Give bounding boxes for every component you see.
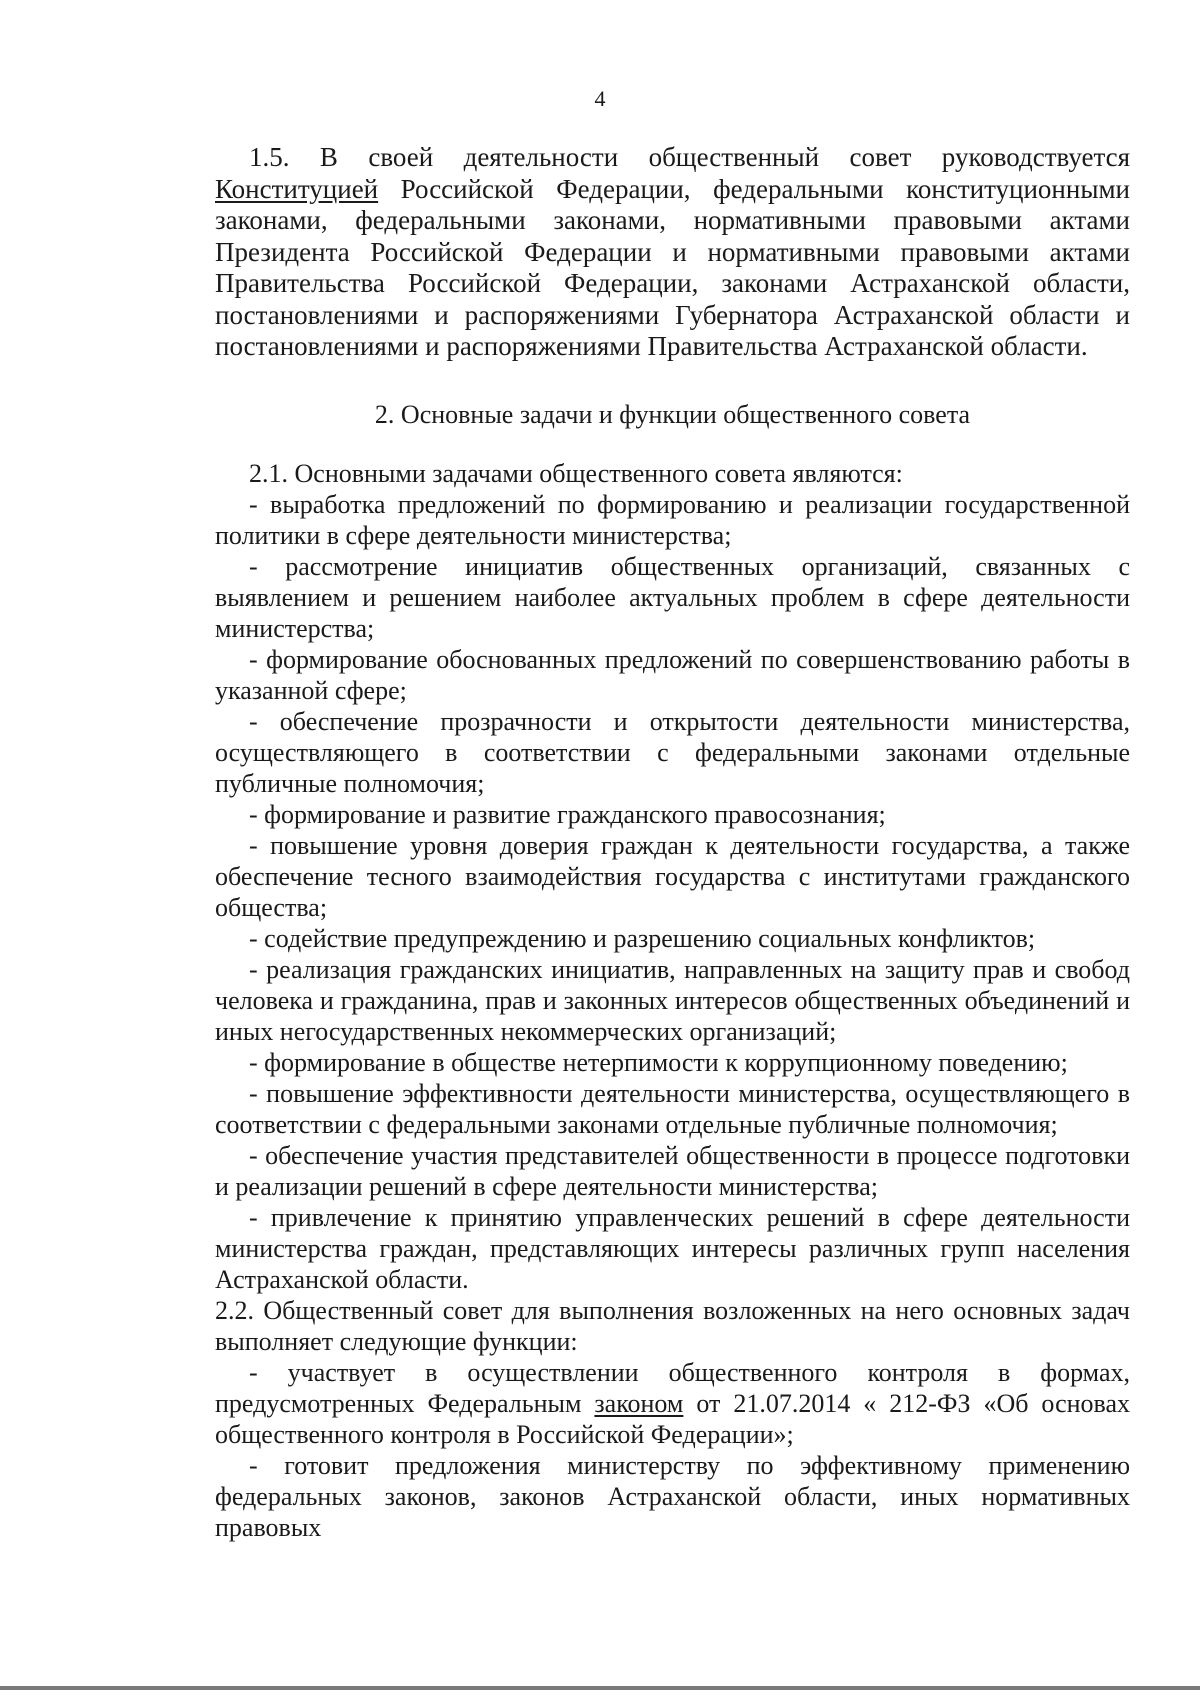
task-item: - реализация гражданских инициатив, направленных на защиту прав и свобод человека и гражданина, прав и законных интересов общественных объединений и иных негосударственных некоммерческих организаций; xyxy=(215,954,1130,1046)
federal-law-link[interactable]: законом xyxy=(594,1388,684,1418)
paragraph-2-1-intro: 2.1. Основными задачами общественного совета являются: xyxy=(249,458,903,488)
task-item: - повышение эффективности деятельности министерства, осуществляющего в соответствии с федеральными законами отдельные публичные полномочия; xyxy=(215,1078,1130,1139)
task-item: - формирование и развитие гражданского правосознания; xyxy=(249,799,886,829)
task-item: - содействие предупреждению и разрешению социальных конфликтов; xyxy=(249,923,1036,953)
task-item: - формирование в обществе нетерпимости к коррупционному поведению; xyxy=(249,1047,1068,1077)
task-item: - привлечение к принятию управленческих решений в сфере деятельности министерства граждан, представляющих интересы различных групп населения Астраханской области. xyxy=(215,1202,1130,1294)
function-item xyxy=(215,1357,1130,1450)
section-2-heading: 2. Основные задачи и функции общественного совета xyxy=(374,399,971,429)
document-body xyxy=(215,142,1130,1543)
task-item: - рассмотрение инициатив общественных организаций, связанных с выявлением и решением наиболее актуальных проблем в сфере деятельности министерства; xyxy=(215,551,1130,643)
paragraph-1-5-text-end: Российской Федерации, федеральными конституционными законами, федеральными законами, нормативными правовыми актами Президента Российской Федерации и нормативными правовыми актами Правительства Российской Федерации, законами Астраханской области, постановлениями и распоряжениями Губернатора Астраханской области и постановлениями и распоряжениями Правительства Астраханской области. xyxy=(215,173,1130,361)
paragraph-1-5-text-start: 1.5. В своей деятельности общественный совет руководствуется xyxy=(249,142,1130,172)
function-item: - готовит предложения министерству по эффективному применению федеральных законов, законов Астраханской области, иных нормативных правовых xyxy=(215,1450,1130,1542)
page-number: 4 xyxy=(594,86,606,111)
page-bottom-edge xyxy=(0,1686,1200,1690)
constitution-link[interactable]: Конституцией xyxy=(215,173,379,204)
task-item: - формирование обоснованных предложений по совершенствованию работы в указанной сфере; xyxy=(215,644,1130,705)
function-item-text-end: от 21.07.2014 « 212-ФЗ «Об основах общественного контроля в Российской Федерации»; xyxy=(215,1388,1131,1449)
task-item: - обеспечение участия представителей общественности в процессе подготовки и реализации решений в сфере деятельности министерства; xyxy=(215,1140,1130,1201)
paragraph-1-5 xyxy=(215,142,1130,363)
function-item-text-start: - участвует в осуществлении общественного контроля в формах, предусмотренных Федеральным xyxy=(215,1357,1130,1418)
task-item: - обеспечение прозрачности и открытости деятельности министерства, осуществляющего в соответствии с федеральными законами отдельные публичные полномочия; xyxy=(215,706,1130,798)
task-item: - выработка предложений по формированию и реализации государственной политики в сфере деятельности министерства; xyxy=(215,489,1130,550)
paragraph-2-2-intro: 2.2. Общественный совет для выполнения возложенных на него основных задач выполняет следующие функции: xyxy=(215,1295,1130,1356)
task-item: - повышение уровня доверия граждан к деятельности государства, а также обеспечение тесного взаимодействия государства с институтами гражданского общества; xyxy=(215,830,1130,922)
